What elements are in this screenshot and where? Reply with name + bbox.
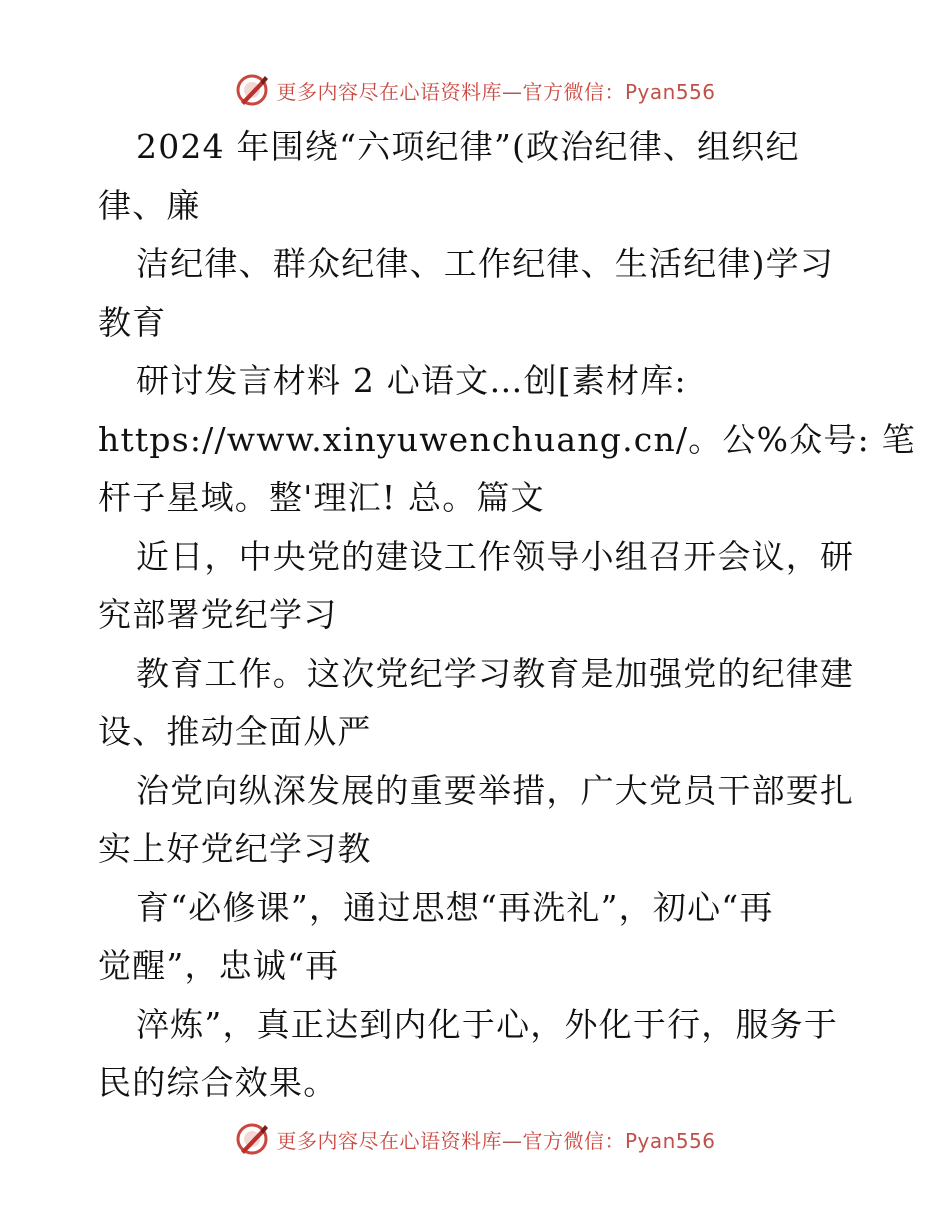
text-line: 律、廉 xyxy=(98,185,201,225)
text-line: 洁纪律、群众纪律、工作纪律、生活纪律)学习 xyxy=(136,244,835,283)
text-line: 实上好党纪学习教 xyxy=(98,829,372,868)
text-line: 究部署党纪学习 xyxy=(98,595,338,634)
watermark-text xyxy=(276,76,715,105)
footer-watermark xyxy=(0,1119,950,1159)
text-line: 育“必修课”，通过思想“再洗礼”，初心“再 xyxy=(136,887,774,927)
text-line: 研讨发言材料 2 心语文…创[素材库: xyxy=(136,361,687,400)
pen-logo-icon xyxy=(234,72,270,108)
text-line: 民的综合效果。 xyxy=(98,1063,338,1102)
watermark-official: 官方微信： xyxy=(522,79,625,104)
watermark-id: Pyan556 xyxy=(624,1128,716,1153)
text-line: 2024 年围绕“六项纪律”(政治纪律、组织纪 xyxy=(136,127,800,166)
text-line: 近日，中央党的建设工作领导小组召开会议，研 xyxy=(136,536,855,576)
text-line: 设、推动全面从严 xyxy=(98,712,372,751)
watermark-cn: 更多内容尽在心语资料库 xyxy=(276,79,502,104)
text-line: 治党向纵深发展的重要举措，广大党员干部要扎 xyxy=(136,770,855,810)
watermark-separator: — xyxy=(501,1128,523,1153)
text-line: 教育 xyxy=(98,302,167,342)
text-line: https://www.xinyuwenchuang.cn/。公%众号: 笔 xyxy=(98,419,916,459)
watermark-separator: — xyxy=(501,79,523,104)
text-line: 教育工作。这次党纪学习教育是加强党的纪律建 xyxy=(136,653,855,693)
text-line: 淬炼”，真正达到内化于心，外化于行，服务于 xyxy=(136,1004,839,1044)
header-watermark xyxy=(0,70,950,110)
watermark-text xyxy=(276,1125,715,1154)
watermark-cn: 更多内容尽在心语资料库 xyxy=(276,1128,502,1153)
document-body xyxy=(98,118,916,1113)
pen-logo-icon xyxy=(234,1121,270,1157)
watermark-official: 官方微信： xyxy=(522,1128,625,1153)
text-line: 觉醒”，忠诚“再 xyxy=(98,946,340,985)
watermark-id: Pyan556 xyxy=(624,79,716,104)
text-line: 杆子星域。整'理汇! 总。篇文 xyxy=(98,478,545,517)
